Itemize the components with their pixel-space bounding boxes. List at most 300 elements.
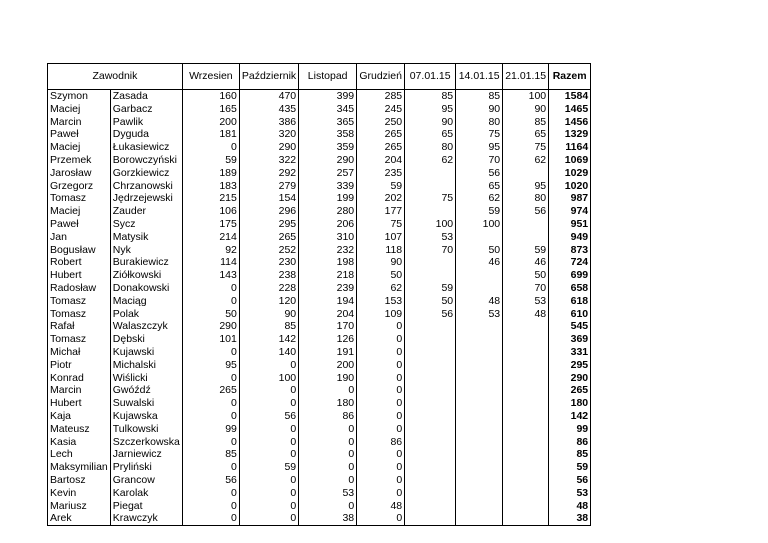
total-cell: 1329 xyxy=(549,128,591,141)
score-cell: 70 xyxy=(503,282,549,295)
score-cell: 90 xyxy=(456,103,503,116)
first-name-cell: Mateusz xyxy=(48,423,111,436)
header-21-01-15: 21.01.15 xyxy=(503,64,549,90)
score-cell: 99 xyxy=(182,423,239,436)
score-cell: 180 xyxy=(299,397,357,410)
score-cell: 59 xyxy=(503,244,549,257)
score-cell xyxy=(456,282,503,295)
score-cell xyxy=(503,372,549,385)
score-cell: 143 xyxy=(182,269,239,282)
score-cell: 154 xyxy=(239,192,298,205)
total-cell: 86 xyxy=(549,436,591,449)
score-cell: 80 xyxy=(456,116,503,129)
score-cell xyxy=(405,320,456,333)
score-cell: 0 xyxy=(299,474,357,487)
last-name-cell: Kujawski xyxy=(110,346,182,359)
score-cell: 296 xyxy=(239,205,298,218)
score-cell: 95 xyxy=(503,180,549,193)
score-cell xyxy=(456,436,503,449)
score-cell xyxy=(456,359,503,372)
total-cell: 1029 xyxy=(549,167,591,180)
score-cell: 0 xyxy=(239,487,298,500)
total-cell: 369 xyxy=(549,333,591,346)
table-row xyxy=(48,167,627,180)
table-row xyxy=(48,410,627,423)
last-name-cell: Tulkowski xyxy=(110,423,182,436)
last-name-cell: Sycz xyxy=(110,218,182,231)
score-cell: 100 xyxy=(503,90,549,103)
total-cell: 1069 xyxy=(549,154,591,167)
score-cell: 265 xyxy=(182,384,239,397)
last-name-cell: Gwóźdź xyxy=(110,384,182,397)
total-cell: 974 xyxy=(549,205,591,218)
score-cell xyxy=(503,397,549,410)
table-row xyxy=(48,192,627,205)
score-cell xyxy=(405,448,456,461)
table-row xyxy=(48,103,627,116)
score-cell: 0 xyxy=(182,295,239,308)
score-cell xyxy=(405,167,456,180)
last-name-cell: Donakowski xyxy=(110,282,182,295)
score-cell: 0 xyxy=(182,461,239,474)
score-cell: 290 xyxy=(182,320,239,333)
score-cell xyxy=(503,500,549,513)
header-row xyxy=(48,64,627,90)
score-cell: 92 xyxy=(182,244,239,257)
score-cell: 0 xyxy=(299,500,357,513)
score-cell: 198 xyxy=(299,256,357,269)
score-cell: 70 xyxy=(456,154,503,167)
score-cell: 257 xyxy=(299,167,357,180)
score-cell xyxy=(405,410,456,423)
first-name-cell: Piotr xyxy=(48,359,111,372)
score-cell: 50 xyxy=(182,308,239,321)
score-cell: 165 xyxy=(182,103,239,116)
score-cell: 50 xyxy=(456,244,503,257)
score-cell: 200 xyxy=(299,359,357,372)
first-name-cell: Maciej xyxy=(48,141,111,154)
first-name-cell: Szymon xyxy=(48,90,111,103)
score-cell: 106 xyxy=(182,205,239,218)
first-name-cell: Paweł xyxy=(48,218,111,231)
total-cell: 951 xyxy=(549,218,591,231)
score-cell: 90 xyxy=(503,103,549,116)
score-cell: 0 xyxy=(357,384,405,397)
table-row xyxy=(48,461,627,474)
total-cell: 85 xyxy=(549,448,591,461)
total-cell: 618 xyxy=(549,295,591,308)
last-name-cell: Matysik xyxy=(110,231,182,244)
first-name-cell: Bartosz xyxy=(48,474,111,487)
header-pazdziernik: Październik xyxy=(239,64,298,90)
score-cell: 90 xyxy=(405,116,456,129)
first-name-cell: Tomasz xyxy=(48,192,111,205)
score-cell: 160 xyxy=(182,90,239,103)
score-cell xyxy=(405,205,456,218)
score-cell xyxy=(456,448,503,461)
total-cell: 658 xyxy=(549,282,591,295)
score-cell: 0 xyxy=(299,384,357,397)
score-cell: 0 xyxy=(357,346,405,359)
score-cell xyxy=(456,372,503,385)
first-name-cell: Michał xyxy=(48,346,111,359)
last-name-cell: Szczerkowska xyxy=(110,436,182,449)
first-name-cell: Mariusz xyxy=(48,500,111,513)
score-cell: 204 xyxy=(357,154,405,167)
table-row xyxy=(48,180,627,193)
last-name-cell: Pryliński xyxy=(110,461,182,474)
score-cell xyxy=(503,320,549,333)
table-row xyxy=(48,487,627,500)
score-cell: 200 xyxy=(182,116,239,129)
table-row xyxy=(48,231,627,244)
score-cell xyxy=(503,218,549,231)
score-cell xyxy=(405,269,456,282)
last-name-cell: Gorzkiewicz xyxy=(110,167,182,180)
last-name-cell: Karolak xyxy=(110,487,182,500)
score-cell: 265 xyxy=(239,231,298,244)
score-cell xyxy=(405,397,456,410)
score-cell: 204 xyxy=(299,308,357,321)
score-cell: 101 xyxy=(182,333,239,346)
score-cell: 126 xyxy=(299,333,357,346)
score-cell xyxy=(503,448,549,461)
score-cell: 65 xyxy=(456,180,503,193)
score-cell: 46 xyxy=(503,256,549,269)
score-cell: 386 xyxy=(239,116,298,129)
last-name-cell: Zauder xyxy=(110,205,182,218)
score-cell: 90 xyxy=(239,308,298,321)
header-07-01-15: 07.01.15 xyxy=(405,64,456,90)
score-cell: 202 xyxy=(357,192,405,205)
score-cell xyxy=(456,384,503,397)
score-cell: 59 xyxy=(239,461,298,474)
score-cell: 62 xyxy=(357,282,405,295)
score-cell: 0 xyxy=(239,448,298,461)
score-cell: 0 xyxy=(239,397,298,410)
table-row xyxy=(48,384,627,397)
score-cell: 62 xyxy=(456,192,503,205)
score-cell: 322 xyxy=(239,154,298,167)
results-sheet xyxy=(47,63,627,526)
score-cell xyxy=(456,410,503,423)
score-cell: 118 xyxy=(357,244,405,257)
score-cell xyxy=(456,461,503,474)
first-name-cell: Hubert xyxy=(48,269,111,282)
score-cell: 109 xyxy=(357,308,405,321)
score-cell: 0 xyxy=(239,512,298,525)
first-name-cell: Kaja xyxy=(48,410,111,423)
total-cell: 180 xyxy=(549,397,591,410)
first-name-cell: Arek xyxy=(48,512,111,525)
score-cell: 0 xyxy=(182,141,239,154)
table-row xyxy=(48,116,627,129)
table-row xyxy=(48,295,627,308)
table-row xyxy=(48,512,627,525)
score-cell: 53 xyxy=(299,487,357,500)
score-cell: 48 xyxy=(503,308,549,321)
score-cell: 48 xyxy=(456,295,503,308)
first-name-cell: Bogusław xyxy=(48,244,111,257)
table-row xyxy=(48,205,627,218)
score-cell: 0 xyxy=(357,461,405,474)
total-cell: 1020 xyxy=(549,180,591,193)
score-cell xyxy=(405,500,456,513)
score-cell: 199 xyxy=(299,192,357,205)
score-cell: 279 xyxy=(239,180,298,193)
score-cell xyxy=(503,384,549,397)
last-name-cell: Maciąg xyxy=(110,295,182,308)
header-grudzien: Grudzień xyxy=(357,64,405,90)
total-cell: 545 xyxy=(549,320,591,333)
score-cell: 359 xyxy=(299,141,357,154)
score-cell: 214 xyxy=(182,231,239,244)
first-name-cell: Radosław xyxy=(48,282,111,295)
score-cell xyxy=(456,397,503,410)
score-cell: 0 xyxy=(357,359,405,372)
score-cell: 85 xyxy=(182,448,239,461)
score-cell: 183 xyxy=(182,180,239,193)
table-row xyxy=(48,154,627,167)
first-name-cell: Paweł xyxy=(48,128,111,141)
score-cell: 0 xyxy=(182,372,239,385)
score-cell: 250 xyxy=(357,116,405,129)
score-cell: 265 xyxy=(357,141,405,154)
score-cell: 310 xyxy=(299,231,357,244)
score-cell xyxy=(503,167,549,180)
last-name-cell: Polak xyxy=(110,308,182,321)
last-name-cell: Grancow xyxy=(110,474,182,487)
score-cell: 0 xyxy=(182,397,239,410)
header-14-01-15: 14.01.15 xyxy=(456,64,503,90)
score-cell xyxy=(503,461,549,474)
total-cell: 1584 xyxy=(549,90,591,103)
score-cell: 280 xyxy=(299,205,357,218)
last-name-cell: Garbacz xyxy=(110,103,182,116)
table-row xyxy=(48,218,627,231)
score-cell: 470 xyxy=(239,90,298,103)
table-row xyxy=(48,282,627,295)
score-cell: 53 xyxy=(456,308,503,321)
total-cell: 699 xyxy=(549,269,591,282)
score-cell: 95 xyxy=(182,359,239,372)
last-name-cell: Piegat xyxy=(110,500,182,513)
score-cell: 320 xyxy=(239,128,298,141)
total-cell: 295 xyxy=(549,359,591,372)
table-row xyxy=(48,90,627,103)
score-cell: 345 xyxy=(299,103,357,116)
last-name-cell: Dębski xyxy=(110,333,182,346)
score-cell: 290 xyxy=(239,141,298,154)
header-listopad: Listopad xyxy=(299,64,357,90)
last-name-cell: Łukasiewicz xyxy=(110,141,182,154)
score-cell xyxy=(405,461,456,474)
total-cell: 290 xyxy=(549,372,591,385)
score-cell xyxy=(456,320,503,333)
score-cell: 48 xyxy=(357,500,405,513)
score-cell: 215 xyxy=(182,192,239,205)
score-cell: 46 xyxy=(456,256,503,269)
score-cell: 95 xyxy=(456,141,503,154)
score-cell: 0 xyxy=(239,500,298,513)
total-cell: 873 xyxy=(549,244,591,257)
score-cell: 0 xyxy=(182,436,239,449)
first-name-cell: Przemek xyxy=(48,154,111,167)
score-cell: 189 xyxy=(182,167,239,180)
score-cell: 285 xyxy=(357,90,405,103)
score-cell: 62 xyxy=(405,154,456,167)
total-cell: 59 xyxy=(549,461,591,474)
score-cell xyxy=(503,333,549,346)
last-name-cell: Michalski xyxy=(110,359,182,372)
last-name-cell: Kujawska xyxy=(110,410,182,423)
score-cell: 86 xyxy=(299,410,357,423)
first-name-cell: Maciej xyxy=(48,103,111,116)
last-name-cell: Wiślicki xyxy=(110,372,182,385)
score-cell: 75 xyxy=(405,192,456,205)
score-cell xyxy=(503,410,549,423)
score-cell: 194 xyxy=(299,295,357,308)
score-cell: 177 xyxy=(357,205,405,218)
table-row xyxy=(48,256,627,269)
score-cell: 0 xyxy=(239,359,298,372)
score-cell: 90 xyxy=(357,256,405,269)
score-cell xyxy=(456,487,503,500)
last-name-cell: Chrzanowski xyxy=(110,180,182,193)
header-zawodnik: Zawodnik xyxy=(48,64,183,90)
score-cell: 0 xyxy=(357,512,405,525)
score-cell: 56 xyxy=(503,205,549,218)
score-cell xyxy=(405,436,456,449)
table-row xyxy=(48,397,627,410)
first-name-cell: Jan xyxy=(48,231,111,244)
score-cell: 85 xyxy=(456,90,503,103)
score-cell: 59 xyxy=(182,154,239,167)
score-cell: 181 xyxy=(182,128,239,141)
score-cell xyxy=(456,231,503,244)
first-name-cell: Tomasz xyxy=(48,308,111,321)
score-cell: 292 xyxy=(239,167,298,180)
total-cell: 53 xyxy=(549,487,591,500)
score-cell: 50 xyxy=(405,295,456,308)
score-cell: 56 xyxy=(239,410,298,423)
score-cell xyxy=(456,474,503,487)
score-cell: 85 xyxy=(239,320,298,333)
score-cell: 107 xyxy=(357,231,405,244)
total-cell: 1164 xyxy=(549,141,591,154)
score-cell: 238 xyxy=(239,269,298,282)
score-cell: 0 xyxy=(357,474,405,487)
score-cell: 140 xyxy=(239,346,298,359)
score-cell: 290 xyxy=(299,154,357,167)
score-cell: 120 xyxy=(239,295,298,308)
table-row xyxy=(48,141,627,154)
score-cell xyxy=(456,346,503,359)
last-name-cell: Jarniewicz xyxy=(110,448,182,461)
score-cell: 365 xyxy=(299,116,357,129)
table-row xyxy=(48,269,627,282)
score-cell: 80 xyxy=(405,141,456,154)
first-name-cell: Grzegorz xyxy=(48,180,111,193)
score-cell xyxy=(503,487,549,500)
score-cell xyxy=(405,512,456,525)
score-cell: 0 xyxy=(239,423,298,436)
first-name-cell: Maksymilian xyxy=(48,461,111,474)
first-name-cell: Lech xyxy=(48,448,111,461)
score-cell: 0 xyxy=(357,487,405,500)
score-cell: 75 xyxy=(503,141,549,154)
score-cell: 59 xyxy=(405,282,456,295)
score-cell: 0 xyxy=(357,397,405,410)
score-cell: 56 xyxy=(405,308,456,321)
score-cell: 252 xyxy=(239,244,298,257)
total-cell: 331 xyxy=(549,346,591,359)
score-cell: 100 xyxy=(405,218,456,231)
last-name-cell: Borowczyński xyxy=(110,154,182,167)
total-cell: 1465 xyxy=(549,103,591,116)
score-cell: 265 xyxy=(357,128,405,141)
score-cell: 114 xyxy=(182,256,239,269)
first-name-cell: Marcin xyxy=(48,116,111,129)
score-cell: 399 xyxy=(299,90,357,103)
score-cell: 0 xyxy=(299,423,357,436)
score-cell: 170 xyxy=(299,320,357,333)
score-cell: 0 xyxy=(182,282,239,295)
score-cell: 230 xyxy=(239,256,298,269)
score-cell: 0 xyxy=(357,423,405,436)
score-cell xyxy=(456,333,503,346)
score-cell: 0 xyxy=(357,410,405,423)
score-cell: 75 xyxy=(357,218,405,231)
score-cell: 0 xyxy=(182,512,239,525)
score-cell: 0 xyxy=(182,487,239,500)
score-cell: 175 xyxy=(182,218,239,231)
score-cell xyxy=(405,333,456,346)
total-cell: 949 xyxy=(549,231,591,244)
score-cell xyxy=(503,423,549,436)
first-name-cell: Konrad xyxy=(48,372,111,385)
table-row xyxy=(48,448,627,461)
score-cell: 435 xyxy=(239,103,298,116)
table-row xyxy=(48,320,627,333)
header-wrzesien: Wrzesien xyxy=(182,64,239,90)
score-cell: 0 xyxy=(299,436,357,449)
header-razem: Razem xyxy=(549,64,591,90)
score-cell xyxy=(405,346,456,359)
score-cell xyxy=(456,269,503,282)
first-name-cell: Marcin xyxy=(48,384,111,397)
score-cell: 339 xyxy=(299,180,357,193)
first-name-cell: Kevin xyxy=(48,487,111,500)
score-cell: 59 xyxy=(357,180,405,193)
score-cell: 100 xyxy=(456,218,503,231)
last-name-cell: Suwalski xyxy=(110,397,182,410)
total-cell: 610 xyxy=(549,308,591,321)
table-row xyxy=(48,372,627,385)
table-row xyxy=(48,308,627,321)
score-cell xyxy=(503,474,549,487)
score-cell: 70 xyxy=(405,244,456,257)
score-cell: 228 xyxy=(239,282,298,295)
first-name-cell: Tomasz xyxy=(48,333,111,346)
score-cell: 206 xyxy=(299,218,357,231)
score-cell xyxy=(405,372,456,385)
score-cell: 190 xyxy=(299,372,357,385)
score-cell: 53 xyxy=(405,231,456,244)
first-name-cell: Rafał xyxy=(48,320,111,333)
last-name-cell: Ziółkowski xyxy=(110,269,182,282)
score-cell: 142 xyxy=(239,333,298,346)
